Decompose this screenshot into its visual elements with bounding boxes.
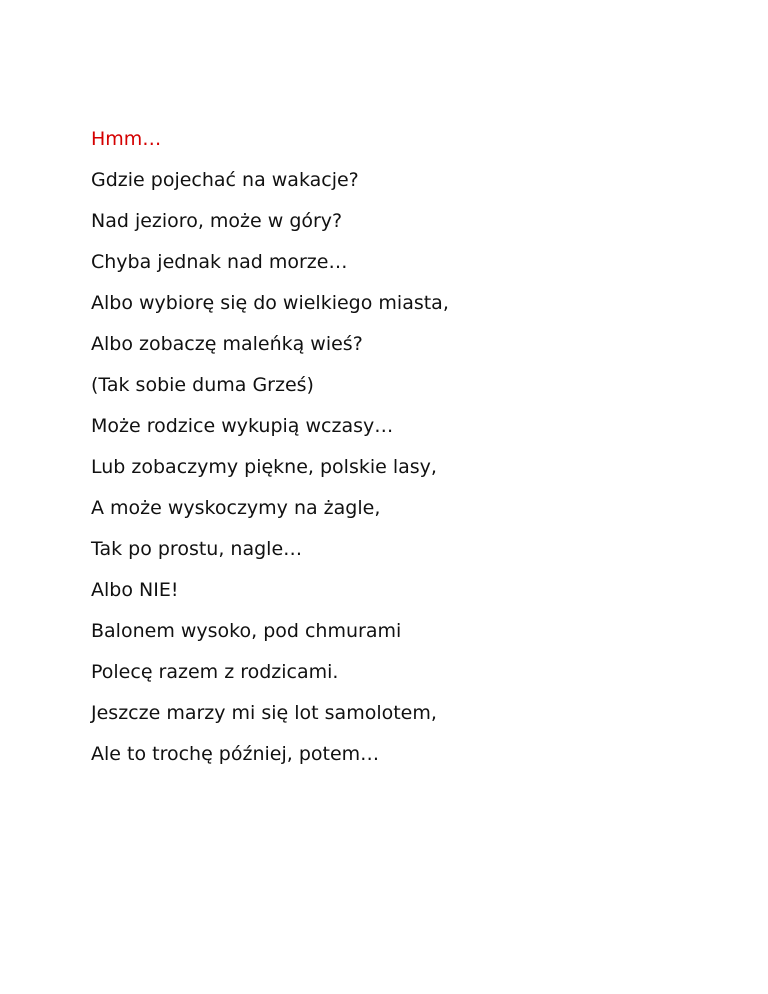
poem-line: Tak po prostu, nagle… xyxy=(91,538,303,560)
poem-line: Albo zobaczę maleńką wieś? xyxy=(91,333,363,355)
poem-line: Lub zobaczymy piękne, polskie lasy, xyxy=(91,456,437,478)
poem-line: Ale to trochę później, potem… xyxy=(91,743,380,765)
poem-line: Może rodzice wykupią wczasy… xyxy=(91,415,394,437)
poem-line: Gdzie pojechać na wakacje? xyxy=(91,169,359,191)
poem-line: Albo wybiorę się do wielkiego miasta, xyxy=(91,292,449,314)
poem-line: Nad jezioro, może w góry? xyxy=(91,210,343,232)
poem-title: Hmm… xyxy=(91,128,162,150)
poem-line: Chyba jednak nad morze… xyxy=(91,251,348,273)
poem-line: A może wyskoczymy na żagle, xyxy=(91,497,381,519)
poem-line: Albo NIE! xyxy=(91,579,179,601)
poem-line: Polecę razem z rodzicami. xyxy=(91,661,339,683)
poem-line: Jeszcze marzy mi się lot samolotem, xyxy=(91,702,437,724)
poem-line: Balonem wysoko, pod chmurami xyxy=(91,620,402,642)
poem-line: (Tak sobie duma Grześ) xyxy=(91,374,314,396)
poem xyxy=(91,127,731,783)
